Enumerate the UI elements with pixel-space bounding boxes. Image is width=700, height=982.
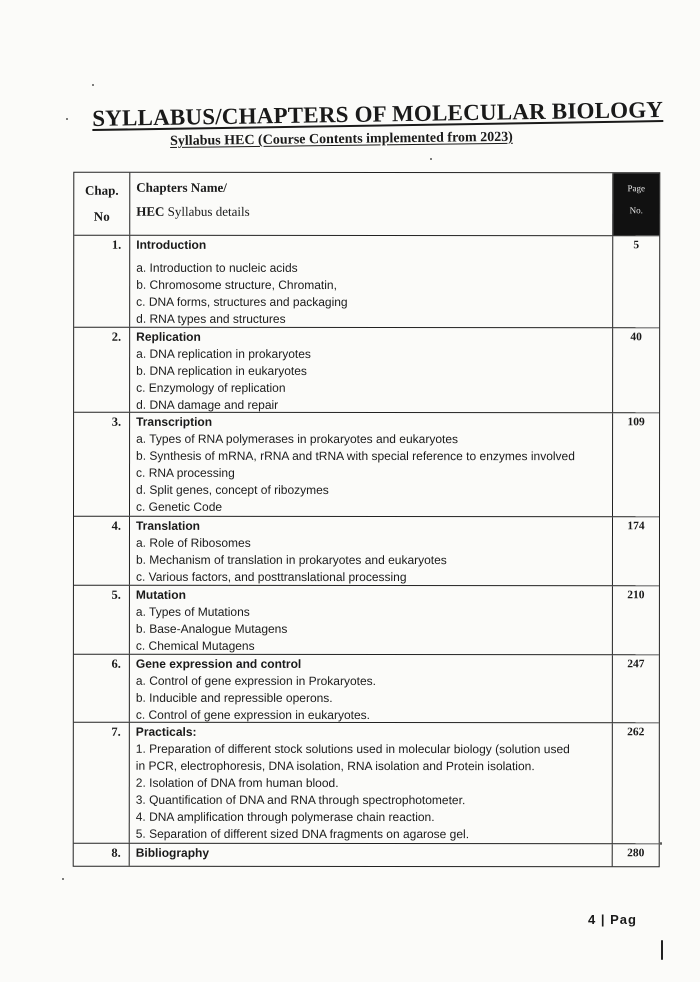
chapter-number: 2. xyxy=(74,328,130,412)
chapter-details xyxy=(130,844,613,866)
scan-speck xyxy=(92,84,94,86)
syllabus-item: a. DNA replication in prokaryotes xyxy=(136,346,311,361)
scan-speck xyxy=(62,878,64,880)
header-name-line2 xyxy=(136,200,606,224)
chapter-details xyxy=(130,413,613,516)
chapter-page: 210 xyxy=(627,589,645,602)
syllabus-item: b. Base-Analogue Mutagens xyxy=(135,621,288,636)
chapter-number: 4. xyxy=(74,517,130,585)
chapter-page: 247 xyxy=(627,658,645,671)
syllabus-item: b. DNA replication in eukaryotes xyxy=(136,363,307,378)
chapter-name: Transcription xyxy=(136,414,213,429)
chapter-name: Practicals: xyxy=(135,724,197,739)
syllabus-item: d. DNA damage and repair xyxy=(136,397,279,412)
syllabus-item: c. Various factors, and posttranslational processing xyxy=(135,569,407,585)
syllabus-item: c. DNA forms, structures and packaging xyxy=(136,294,348,309)
syllabus-item: d. Split genes, concept of ribozymes xyxy=(136,482,329,497)
syllabus-item: a. Control of gene expression in Prokaryotes. xyxy=(135,673,377,689)
chapter-page: 174 xyxy=(627,520,645,533)
chapter-number: 1. xyxy=(74,236,130,327)
chapter-name: Translation xyxy=(135,518,201,533)
syllabus-item: c. Genetic Code xyxy=(136,499,223,514)
chapter-page: 40 xyxy=(630,331,642,344)
chapter-details xyxy=(130,517,613,585)
syllabus-item: c. Control of gene expression in eukaryotes. xyxy=(135,707,370,723)
scan-speck xyxy=(660,842,662,845)
syllabus-item: a. Types of Mutations xyxy=(135,604,250,619)
header-chap-line1: Chap. xyxy=(84,182,119,198)
header-chapter-name xyxy=(130,173,613,235)
header-chap-line2: No xyxy=(93,208,110,224)
header-page-no xyxy=(613,173,659,235)
syllabus-item: b. Inducible and repressible operons. xyxy=(135,690,333,705)
syllabus-item: in PCR, electrophoresis, DNA isolation, RNA isolation and Protein isolation. xyxy=(135,758,535,774)
syllabus-item: 4. DNA amplification through polymerase chain reaction. xyxy=(135,809,435,825)
chapter-number: 8. xyxy=(74,844,130,866)
header-name-rest: Syllabus details xyxy=(164,203,250,219)
chapter-details xyxy=(130,723,613,843)
chapter-number: 5. xyxy=(74,586,130,654)
syllabus-item: 2. Isolation of DNA from human blood. xyxy=(135,775,339,790)
header-page-line1: Page xyxy=(627,183,646,194)
chapter-name: Bibliography xyxy=(135,845,210,860)
chapter-details xyxy=(130,655,613,722)
chapter-details xyxy=(130,236,613,327)
header-name-hec: HEC xyxy=(136,203,165,219)
document-title: SYLLABUS/CHAPTERS OF MOLECULAR BIOLOGY xyxy=(92,97,664,131)
scan-speck xyxy=(66,118,68,120)
chapter-name: Introduction xyxy=(136,237,207,252)
page-number-footer: 4 | Pag xyxy=(588,912,637,927)
chapter-name: Gene expression and control xyxy=(135,656,302,671)
syllabus-item: c. Enzymology of replication xyxy=(136,380,286,395)
syllabus-table xyxy=(73,172,661,868)
syllabus-item: b. Synthesis of mRNA, rRNA and tRNA with special reference to enzymes involved xyxy=(136,448,575,464)
syllabus-item: d. RNA types and structures xyxy=(136,311,286,326)
syllabus-item: 5. Separation of different sized DNA fragments on agarose gel. xyxy=(135,826,470,842)
chapter-name: Mutation xyxy=(135,587,186,602)
chapter-page: 280 xyxy=(627,847,645,860)
syllabus-item: a. Types of RNA polymerases in prokaryotes and eukaryotes xyxy=(136,431,459,447)
table-row xyxy=(74,516,659,586)
chapter-number: 3. xyxy=(74,413,130,516)
header-name-line1: Chapters Name/ xyxy=(136,179,227,195)
table-row xyxy=(74,722,659,844)
syllabus-item: 3. Quantification of DNA and RNA through spectrophotometer. xyxy=(135,792,466,808)
chapter-page: 109 xyxy=(627,416,645,429)
table-row xyxy=(74,412,659,517)
syllabus-item: b. Chromosome structure, Chromatin, xyxy=(136,277,337,292)
syllabus-item: c. RNA processing xyxy=(136,465,235,480)
table-row xyxy=(74,585,659,655)
chapter-details xyxy=(130,328,613,412)
table-row xyxy=(74,327,659,413)
scan-speck xyxy=(430,158,432,160)
chapter-number: 7. xyxy=(74,723,130,843)
syllabus-item: 1. Preparation of different stock solutions used in molecular biology (solution used xyxy=(135,741,570,757)
syllabus-item: b. Mechanism of translation in prokaryotes and eukaryotes xyxy=(135,552,447,568)
table-row xyxy=(74,235,659,328)
header-page-line2: No. xyxy=(629,205,643,216)
syllabus-item: a. Role of Ribosomes xyxy=(135,535,251,550)
document-subtitle: Syllabus HEC (Course Contents implemented from 2023) xyxy=(170,129,513,149)
chapter-name: Replication xyxy=(136,329,201,344)
syllabus-item: a. Introduction to nucleic acids xyxy=(136,260,298,275)
chapter-page: 262 xyxy=(627,726,645,739)
syllabus-item: c. Chemical Mutagens xyxy=(135,638,255,653)
chapter-number: 6. xyxy=(74,655,130,722)
table-row xyxy=(74,843,659,867)
table-row xyxy=(74,654,659,723)
chapter-page: 5 xyxy=(633,239,640,252)
table-header-row xyxy=(74,173,659,236)
scan-speck xyxy=(661,940,663,960)
chapter-details xyxy=(130,586,613,654)
header-chap-no xyxy=(74,173,130,235)
